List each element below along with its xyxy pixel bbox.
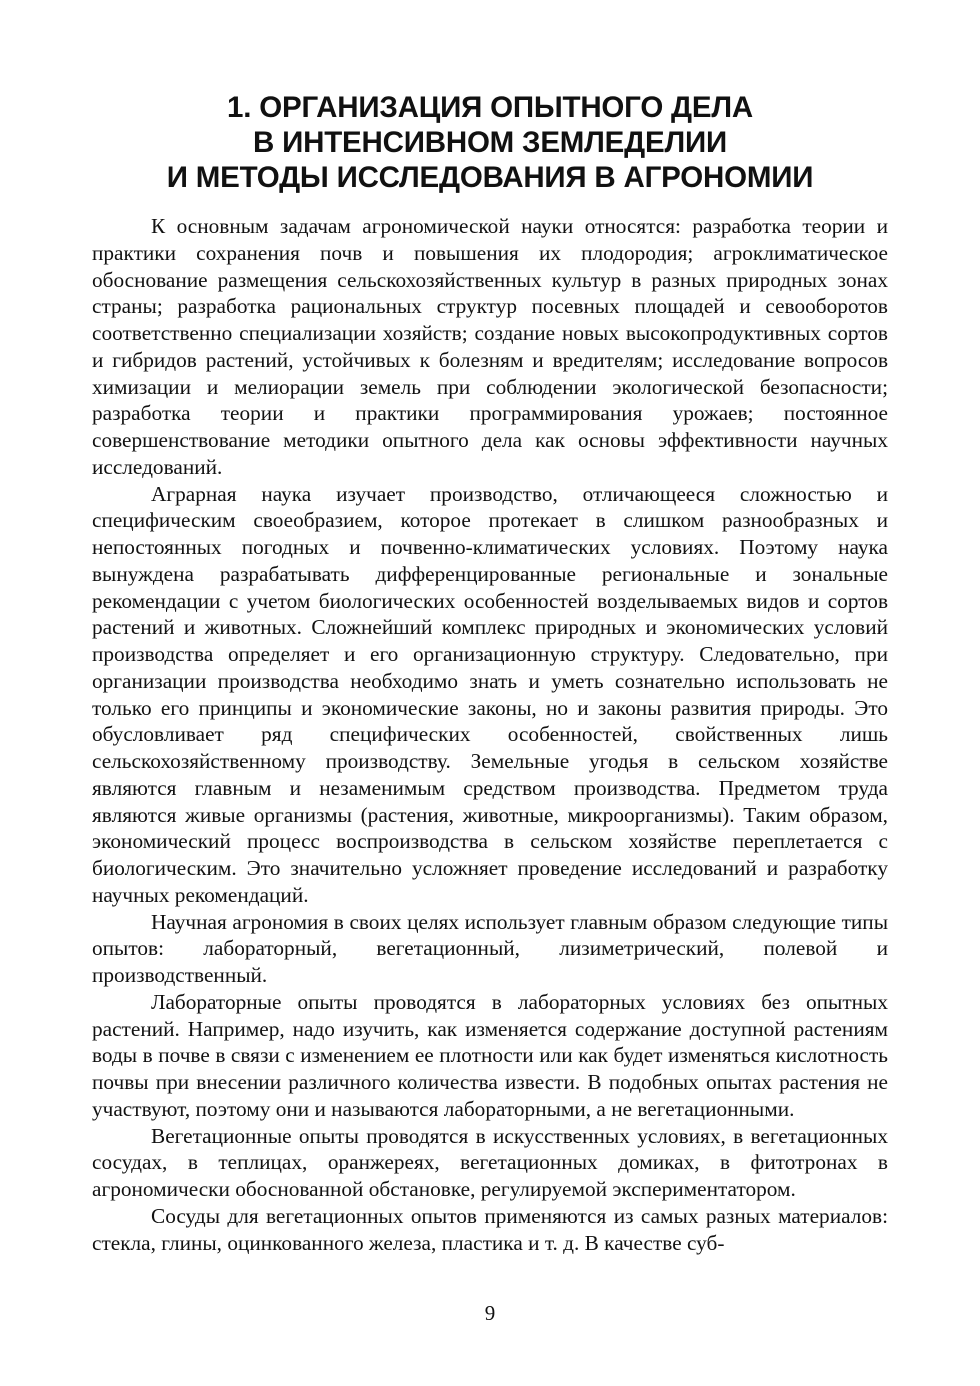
chapter-title-line: В ИНТЕНСИВНОМ ЗЕМЛЕДЕЛИИ [253, 126, 727, 159]
paragraph: Сосуды для вегетационных опытов применяются из самых разных материалов: стекла, глины, оцинкованного железа, пластика и т. д. В качестве суб- [92, 1203, 888, 1255]
page-number: 9 [484, 1301, 496, 1325]
chapter-title-line: 1. ОРГАНИЗАЦИЯ ОПЫТНОГО ДЕЛА [227, 91, 753, 124]
paragraph: Аграрная наука изучает производство, отличающееся сложностью и специфическим своеобразием, которое протекает в слишком разнообразных и непостоянных погодных и почвенно-климатических условиях. Поэтому наука вынуждена разрабатывать дифференцированные региональные и зональные рекомендации с учетом биологических особенностей возделываемых видов и сортов растений и животных. Сложнейший комплекс природных и экономических условий производства определяет и его организационную структуру. Следовательно, при организации производства необходимо знать и уметь сознательно использовать не только его принципы и экономические законы, но и законы развития природы. Это обусловливает ряд специфических особенностей, свойственных лишь сельскохозяйственному производству. Земельные угодья в сельском хозяйстве являются главным и незаменимым средством производства. Предметом труда являются живые организмы (растения, животные, микроорганизмы). Таким образом, экономический процесс воспроизводства в сельском хозяйстве переплетается с биологическим. Это значительно усложняет проведение исследований и разработку научных рекомендаций. [92, 481, 888, 907]
paragraph: Лабораторные опыты проводятся в лабораторных условиях без опытных растений. Например, надо изучить, как изменяется содержание доступной растениям воды в почве в связи с изменением ее плотности или как будет изменяться кислотность почвы при внесении различного количества извести. В подобных опытах растения не участвуют, поэтому они и называются лабораторными, а не вегетационными. [92, 989, 888, 1121]
paragraph: Научная агрономия в своих целях использует главным образом следующие типы опытов: лабораторный, вегетационный, лизиметрический, полевой и производственный. [92, 909, 888, 987]
body-text [92, 213, 888, 1256]
chapter-title [92, 90, 888, 195]
paragraph: К основным задачам агрономической науки относятся: разработка теории и практики сохранения почв и повышения их плодородия; агроклиматическое обоснование размещения сельскохозяйственных культур в разных природных зонах страны; разработка рациональных структур посевных площадей и севооборотов соответственно специализации хозяйств; создание новых высокопродуктивных сортов и гибридов растений, устойчивых к болезням и вредителям; исследование вопросов химизации и мелиорации земель при соблюдении экологической безопасности; разработка теории и практики программирования урожаев; постоянное совершенствование методики опытного дела как основы эффективности научных исследований. [92, 214, 888, 479]
paragraph: Вегетационные опыты проводятся в искусственных условиях, в вегетационных сосудах, в теплицах, оранжереях, вегетационных домиках, в фитотронах в агрономически обоснованной обстановке, регулируемой экспериментатором. [92, 1123, 888, 1201]
chapter-title-line: И МЕТОДЫ ИССЛЕДОВАНИЯ В АГРОНОМИИ [166, 161, 814, 194]
